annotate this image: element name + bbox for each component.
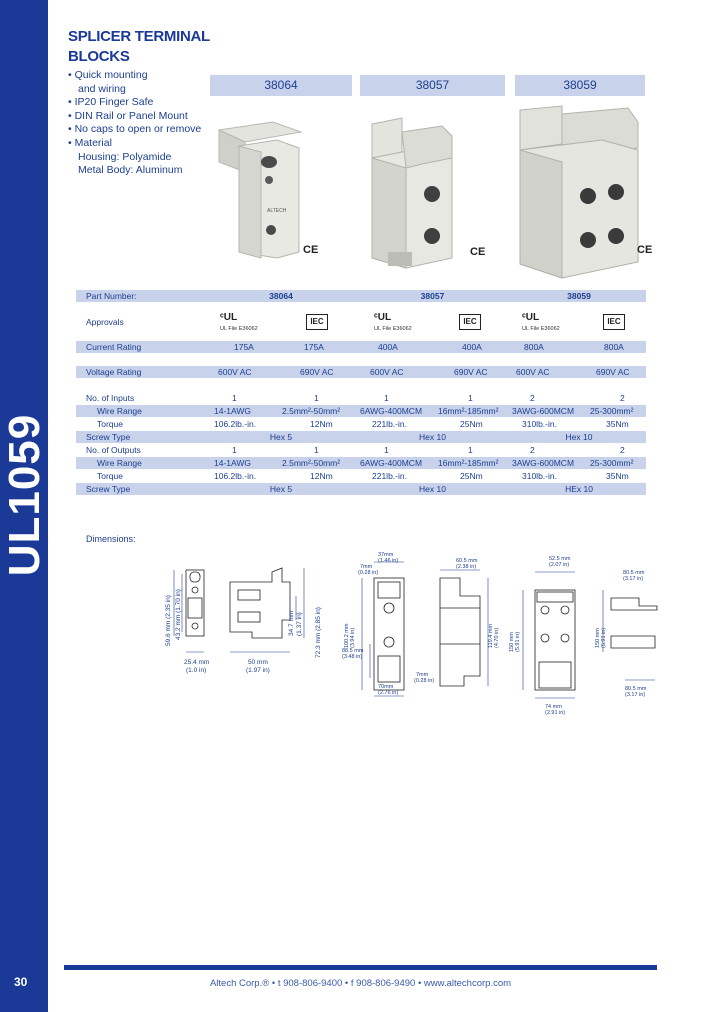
dim-top: 37mm [378,552,394,558]
row-label: Current Rating [86,342,142,352]
ul-logo: ᶜUL [522,312,540,323]
row-label: Torque [97,471,123,481]
cell: 1 [384,445,389,455]
part-number-cell: 38057 [420,291,445,301]
dim-top-in: (2.07 in) [549,562,570,568]
cell: 12Nm [310,419,333,429]
product-header-38057: 38057 [360,75,505,96]
dim-left-h: 88.5 mm [342,648,364,654]
cell: 221lb.-in. [372,419,407,429]
row-label: No. of Outputs [86,445,141,455]
row-label: Wire Range [97,406,142,416]
dim-bottom-in: (2.91 in) [545,710,566,716]
ce-mark: CE [637,244,653,256]
table-row [76,483,646,495]
dim-height-in: (5.91 in) [515,631,521,652]
product-header-38059: 38059 [515,75,645,96]
cell: 690V AC [596,367,630,377]
dim-height-inner: 43.2 mm (1.70 in) [175,589,182,640]
table-row [76,457,646,469]
footer-contact: Altech Corp.® • t 908-806-9400 • f 908-806-9490 • www.altechcorp.com [209,978,512,989]
iec-logo: IEC [306,314,328,330]
dim-bottom-right-in: (0.28 in) [414,678,435,684]
cell: Hex 10 [419,432,446,442]
cell: 3AWG-600MCM [512,458,575,468]
feature-item: • Quick mounting [68,69,148,81]
row-label: Voltage Rating [86,367,142,377]
product-photo-38064 [215,112,305,262]
ul-logo: ᶜUL [220,312,238,323]
cell: 400A [462,342,482,352]
product-photo-38059 [512,104,640,282]
cell: 25Nm [460,419,483,429]
dim-height: 100.2 mm [344,623,350,648]
cell: 1 [232,393,237,403]
cell: 600V AC [370,367,404,377]
part-number-cell: 38064 [210,290,352,302]
cell: 1 [232,445,237,455]
ce-mark: CE [470,246,486,258]
cell: Hex 10 [565,432,593,442]
cell: 25-300mm² [590,406,634,416]
dim-width-base: 25.4 mm [184,659,210,666]
dim-depth-in: (1.97 in) [246,667,270,674]
cell: 14-1AWG [214,458,252,468]
title-line-1: SPLICER TERMINAL [68,28,210,45]
cell: 25-300mm² [590,458,634,468]
row-label: Approvals [86,317,124,327]
row-label: Screw Type [86,484,131,494]
cell: 106.2lb.-in. [214,471,257,481]
table-row [76,392,646,404]
dim-height: 150 mm [509,632,515,652]
table-row [76,444,646,456]
ul-logo: ᶜUL [374,312,392,323]
iec-logo: IEC [459,314,481,330]
dim-bottom: 74 mm [545,704,562,710]
page-number: 30 [14,975,28,989]
feature-list [68,69,201,178]
part-number-cell: 38059 [567,291,591,301]
cell: 6AWG-400MCM [360,458,423,468]
cell: Hex 5 [269,484,293,494]
dimensions-label: Dimensions: [86,534,136,544]
dim-side-h1-in: (1.37 in) [296,612,303,636]
row-label: Part Number: [86,291,137,301]
dim-depth: 50 mm [248,659,268,666]
cell: 2 [530,445,535,455]
dim-top: 52.5 mm [549,556,571,562]
cell: 2 [530,393,535,403]
dim-side-bottom: 80.5 mm [625,686,647,692]
cell: Hex 10 [419,484,446,494]
dimension-drawing-38064 [160,560,335,685]
cell: 800A [524,342,544,352]
series-sidebar [0,0,48,1012]
cell: 6AWG-400MCM [360,406,423,416]
dim-side-right-in: (5.91 in) [601,627,607,648]
cell: 175A [234,342,254,352]
dimension-drawing-38057 [340,548,500,708]
dim-height-outer: 59.6 mm (2.35 in) [165,595,172,646]
cell: 106.2lb.-in. [214,419,257,429]
product-header-38064: 38064 [210,75,352,96]
dim-side-w: 60.5 mm [456,558,478,564]
cell: 310lb.-in. [522,471,557,481]
table-row [76,316,646,328]
cell: Hex 5 [269,432,293,442]
row-label: No. of Inputs [86,393,135,403]
cell: 2.5mm²-50mm² [282,406,341,416]
dim-height-in: (3.94 in) [350,627,356,648]
table-row [76,418,646,430]
cell: 1 [468,393,473,403]
cell: 800A [604,342,624,352]
cell: 2 [620,393,625,403]
feature-item: • Material [68,136,112,149]
footer-rule [64,965,657,970]
feature-item: • DIN Rail or Panel Mount [68,109,188,122]
dim-side-top-in: (3.17 in) [623,576,644,582]
cell: 1 [314,393,319,403]
cell: 3AWG-600MCM [512,406,575,416]
cell: 690V AC [454,367,488,377]
dim-top-left: 7mm [360,564,373,570]
dim-right-h: 119.4 mm [488,623,494,648]
cell: 600V AC [218,367,252,377]
cell: 16mm²-185mm² [438,406,499,416]
feature-item: Metal Body: Aluminum [78,164,183,177]
dim-side-h2: 72.3 mm (2.85 in) [315,607,322,658]
dim-side-top: 80.5 mm [623,570,645,576]
cell: 221lb.-in. [372,471,407,481]
cell: 35Nm [606,419,629,429]
cell: 2 [620,445,625,455]
dim-bottom: 70mm [378,684,394,690]
title-line-2: BLOCKS [68,48,130,65]
table-row [76,290,646,302]
dim-top-left-in: (0.28 in) [358,570,379,576]
dim-width-base-in: (1.0 in) [186,667,207,674]
cell: 690V AC [300,367,334,377]
cell: 25Nm [460,471,483,481]
ul-file: UL File E36062 [220,326,258,332]
table-row [76,366,646,378]
dim-side-w-in: (2.38 in) [456,564,477,570]
series-label: UL1059 [0,413,49,577]
cell: 400A [378,342,398,352]
cell: 600V AC [516,367,550,377]
ce-mark: CE [303,244,319,256]
cell: 1 [314,445,319,455]
cell: 175A [304,342,324,352]
dim-side-right: 150 mm [595,628,601,648]
dim-right-h-in: (4.70 in) [494,627,500,648]
ul-file: UL File E36062 [522,326,560,332]
row-label: Wire Range [97,458,142,468]
page-title [68,27,210,67]
feature-item: and wiring [78,82,126,95]
dim-left-h-in: (3.48 in) [342,654,363,660]
dim-bottom-in: (2.76 in) [378,690,399,696]
product-photo-38057 [366,112,456,270]
dim-top-in: (1.46 in) [378,558,399,564]
table-row [76,470,646,482]
feature-item: • No caps to open or remove [68,123,202,136]
table-row [76,341,646,353]
cell: 1 [468,445,473,455]
row-label: Torque [97,419,123,429]
table-row [76,431,646,443]
dim-side-h1: 34.7 mm [288,610,295,636]
table-row [76,405,646,417]
feature-item: • IP20 Finger Safe [68,96,154,109]
ul-file: UL File E36062 [374,326,412,332]
svg-text:ALTECH: ALTECH [267,208,287,214]
cell: 310lb.-in. [522,419,557,429]
dim-side-bottom-in: (3.17 in) [625,692,646,698]
feature-item: Housing: Polyamide [78,150,172,163]
cell: 2.5mm²-50mm² [282,458,341,468]
cell: 16mm²-185mm² [438,458,499,468]
dim-bottom-right: 7mm [416,672,429,678]
cell: 14-1AWG [214,406,252,416]
cell: 35Nm [606,471,629,481]
cell: 1 [384,393,389,403]
dimension-drawing-38059 [505,552,665,716]
cell: 12Nm [310,471,333,481]
iec-logo: IEC [603,314,625,330]
row-label: Screw Type [86,432,131,442]
cell: HEx 10 [565,484,593,494]
